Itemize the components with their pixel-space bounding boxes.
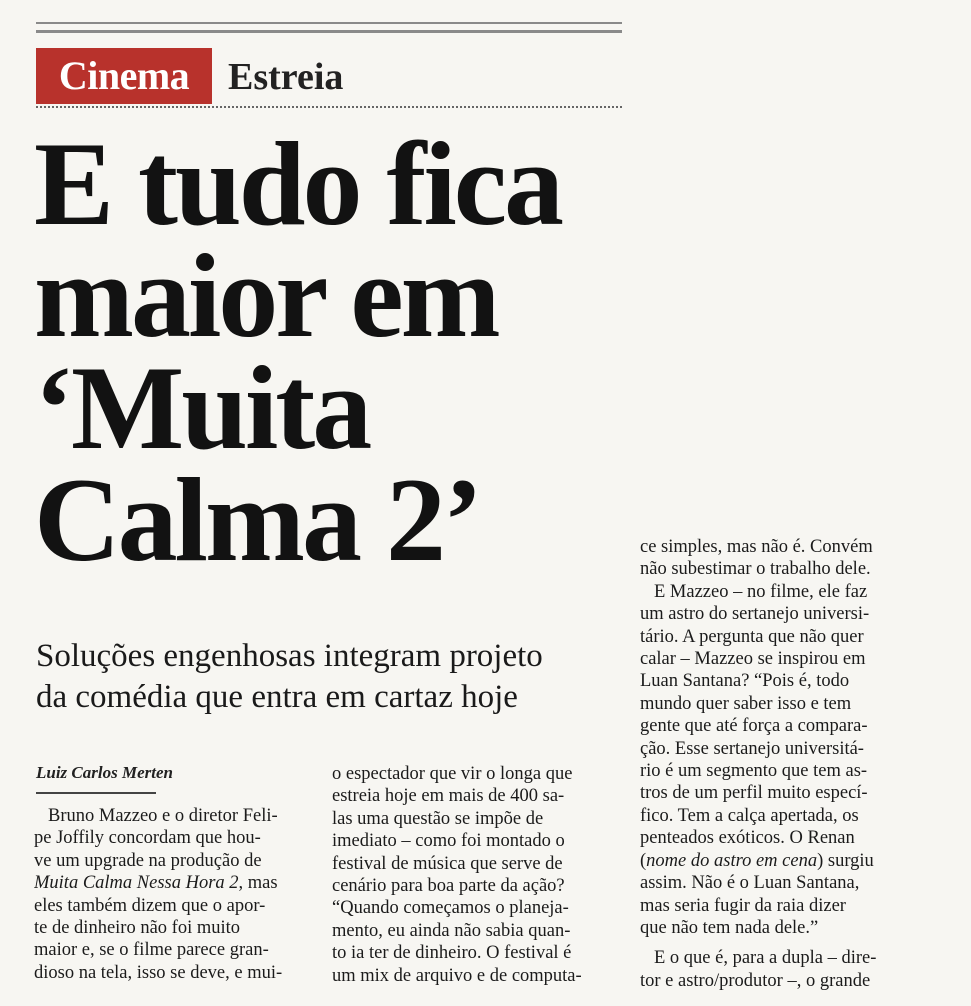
body-column-3 <box>640 536 930 1006</box>
section-divider <box>36 106 622 108</box>
body-line: penteados exóticos. O Renan <box>640 828 855 849</box>
body-line: um mix de arquivo e de computa- <box>332 965 582 986</box>
body-line: (nome do astro em cena) surgiu <box>640 850 874 871</box>
top-rule-thin <box>36 22 622 24</box>
body-line: tário. A pergunta que não quer <box>640 626 864 647</box>
body-line: Bruno Mazzeo e o diretor Feli- <box>48 806 278 826</box>
subhead-line: da comédia que entra em cartaz hoje <box>36 679 518 715</box>
body-line: E Mazzeo – no filme, ele faz <box>654 581 868 602</box>
body-line: mundo quer saber isso e tem <box>640 693 852 714</box>
body-line: to ia ter de dinheiro. O festival é <box>332 943 572 964</box>
body-line: que não tem nada dele.” <box>640 917 819 938</box>
body-line: mento, eu ainda não sabia quan- <box>332 920 571 941</box>
body-line: Luan Santana? “Pois é, todo <box>640 671 850 692</box>
body-line: cenário para boa parte da ação? <box>332 876 565 897</box>
body-line: te de dinheiro não foi muito <box>34 918 241 939</box>
body-line: las uma questão se impõe de <box>332 808 544 829</box>
body-line: gente que até força a compara- <box>640 716 868 737</box>
body-line: o espectador que vir o longa que <box>332 764 573 784</box>
byline: Luiz Carlos Merten <box>36 763 173 782</box>
headline-line: Calma 2’ <box>34 453 480 586</box>
body-line: Muita Calma Nessa Hora 2, mas <box>34 873 278 894</box>
body-line: rio é um segmento que tem as- <box>640 761 868 782</box>
subheadline <box>36 636 626 718</box>
headline-line: ‘Muita <box>34 341 370 474</box>
subhead-line: Soluções engenhosas integram projeto <box>36 638 543 674</box>
body-line: ve um upgrade na produção de <box>34 850 262 871</box>
body-line: dioso na tela, isso se deve, e mui- <box>34 962 283 983</box>
top-rule-thick <box>36 30 622 33</box>
body-line: estreia hoje em mais de 400 sa- <box>332 786 565 807</box>
body-line: fico. Tem a calça apertada, os <box>640 805 859 826</box>
body-line: não subestimar o trabalho dele. <box>640 559 871 580</box>
body-line: tros de um perfil muito especí- <box>640 783 868 804</box>
headline-line: maior em <box>34 229 498 362</box>
body-line: “Quando começamos o planeja- <box>332 898 569 919</box>
film-title: Muita Calma Nessa Hora 2 <box>34 873 239 894</box>
body-line: assim. Não é o Luan Santana, <box>640 873 860 894</box>
section-label-estreia: Estreia <box>228 56 344 98</box>
body-line: eles também dizem que o apor- <box>34 895 266 916</box>
body-line: mas seria fugir da raia dizer <box>640 895 846 916</box>
headline-line: E tudo fica <box>34 117 562 250</box>
body-line: maior e, se o filme parece gran- <box>34 940 269 961</box>
body-line: imediato – como foi montado o <box>332 831 565 852</box>
body-line: ção. Esse sertanejo universitá- <box>640 738 864 759</box>
body-line: calar – Mazzeo se inspirou em <box>640 649 866 670</box>
body-column-1 <box>34 805 306 1005</box>
body-column-2 <box>332 763 614 1003</box>
body-line: ce simples, mas não é. Convém <box>640 537 873 557</box>
headline <box>34 117 634 586</box>
body-line: tor e astro/produtor –, o grande <box>640 970 871 991</box>
body-line: festival de música que serve de <box>332 853 563 874</box>
body-line: pe Joffily concordam que hou- <box>34 828 261 849</box>
body-line: E o que é, para a dupla – dire- <box>654 948 877 969</box>
byline-rule <box>36 792 156 794</box>
section-kicker-cinema: Cinema <box>36 48 212 104</box>
body-line: um astro do sertanejo universi- <box>640 604 870 625</box>
italic-aside: nome do astro em cena <box>646 850 818 871</box>
